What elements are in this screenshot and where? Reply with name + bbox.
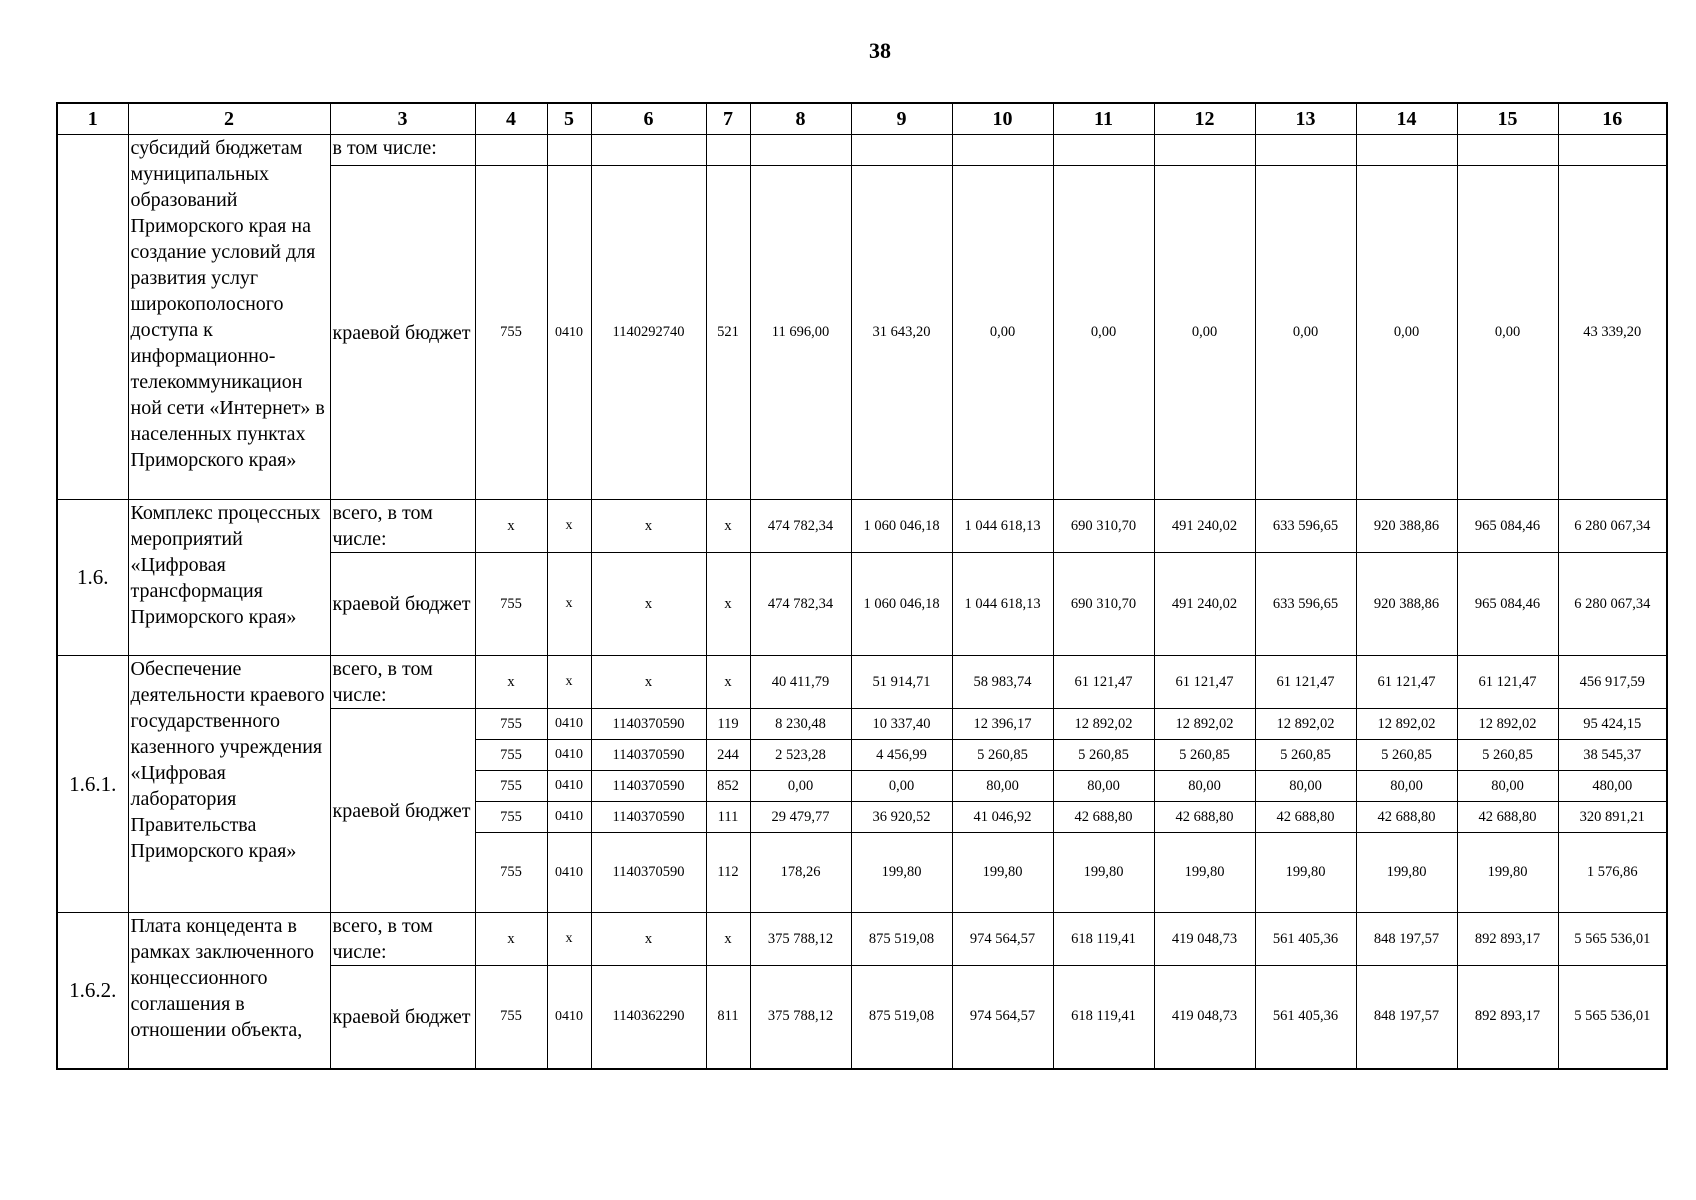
value-cell: 920 388,86 [1356,500,1457,553]
value-cell: 42 688,80 [1154,802,1255,833]
column-header-8: 8 [750,103,851,135]
measure-name: Комплекс процессных мероприятий «Цифровая трансформация Приморского края» [128,500,330,656]
value-cell: 199,80 [1053,833,1154,913]
value-cell: 61 121,47 [1255,656,1356,709]
value-cell: 0,00 [952,166,1053,500]
value-cell: 1140370590 [591,771,706,802]
column-header-11: 11 [1053,103,1154,135]
value-cell: 892 893,17 [1457,966,1558,1069]
value-cell: 199,80 [851,833,952,913]
value-cell: 5 260,85 [1053,740,1154,771]
value-cell: 31 643,20 [851,166,952,500]
value-cell: 199,80 [1356,833,1457,913]
value-cell: 474 782,34 [750,500,851,553]
value-cell: 875 519,08 [851,966,952,1069]
value-cell: 633 596,65 [1255,500,1356,553]
value-cell: 755 [475,833,547,913]
value-cell: 618 119,41 [1053,913,1154,966]
row-number: 1.6.1. [57,656,128,913]
value-cell: 755 [475,553,547,656]
value-cell: 80,00 [1255,771,1356,802]
value-cell: 0,00 [1356,166,1457,500]
value-cell: 755 [475,166,547,500]
value-cell: 755 [475,802,547,833]
value-cell: 848 197,57 [1356,913,1457,966]
value-cell: 633 596,65 [1255,553,1356,656]
value-cell: 199,80 [1154,833,1255,913]
value-cell: 965 084,46 [1457,553,1558,656]
column-header-14: 14 [1356,103,1457,135]
value-cell: 0410 [547,709,591,740]
value-cell: 755 [475,966,547,1069]
row-number: 1.6. [57,500,128,656]
funding-source: всего, в том числе: [330,656,475,709]
column-header-15: 15 [1457,103,1558,135]
value-cell: 199,80 [952,833,1053,913]
value-cell: 375 788,12 [750,913,851,966]
value-cell: 41 046,92 [952,802,1053,833]
value-cell: 95 424,15 [1558,709,1667,740]
value-cell: 12 892,02 [1154,709,1255,740]
value-cell: 112 [706,833,750,913]
value-cell: 80,00 [1356,771,1457,802]
column-header-2: 2 [128,103,330,135]
value-cell: 480,00 [1558,771,1667,802]
value-cell: 920 388,86 [1356,553,1457,656]
value-cell: 244 [706,740,750,771]
value-cell: 12 892,02 [1457,709,1558,740]
value-cell: 561 405,36 [1255,966,1356,1069]
value-cell: 0,00 [750,771,851,802]
value-cell: 1 044 618,13 [952,500,1053,553]
funding-source: в том числе: [330,135,475,166]
value-cell: 419 048,73 [1154,966,1255,1069]
column-header-6: 6 [591,103,706,135]
table-row [57,500,1667,553]
value-cell: 10 337,40 [851,709,952,740]
value-cell: 1 576,86 [1558,833,1667,913]
value-cell: 0,00 [1457,166,1558,500]
value-cell: 36 920,52 [851,802,952,833]
table-row [57,913,1667,966]
column-header-13: 13 [1255,103,1356,135]
value-cell: 5 260,85 [1457,740,1558,771]
value-cell: 0410 [547,966,591,1069]
funding-source: краевой бюджет [330,553,475,656]
value-cell: 199,80 [1457,833,1558,913]
value-cell: 12 892,02 [1255,709,1356,740]
value-cell: х [591,913,706,966]
value-cell: 491 240,02 [1154,553,1255,656]
value-cell: 80,00 [952,771,1053,802]
value-cell: х [591,500,706,553]
value-cell: 690 310,70 [1053,500,1154,553]
value-cell: х [547,913,591,966]
value-cell: 320 891,21 [1558,802,1667,833]
value-cell: 0410 [547,833,591,913]
value-cell: х [706,553,750,656]
value-cell: х [547,656,591,709]
table-row [57,135,1667,166]
value-cell: 42 688,80 [1356,802,1457,833]
value-cell: 29 479,77 [750,802,851,833]
value-cell: 4 456,99 [851,740,952,771]
value-cell: 561 405,36 [1255,913,1356,966]
value-cell: 119 [706,709,750,740]
value-cell: 0,00 [1255,166,1356,500]
value-cell: 178,26 [750,833,851,913]
funding-source: краевой бюджет [330,966,475,1069]
column-header-7: 7 [706,103,750,135]
column-header-12: 12 [1154,103,1255,135]
value-cell: 974 564,57 [952,913,1053,966]
measure-name: Плата концедента в рамках заключенного концессионного соглашения в отношении объекта, [128,913,330,1069]
value-cell: х [475,656,547,709]
column-header-9: 9 [851,103,952,135]
value-cell: х [475,913,547,966]
value-cell: 755 [475,771,547,802]
column-header-4: 4 [475,103,547,135]
value-cell: 6 280 067,34 [1558,553,1667,656]
value-cell: 848 197,57 [1356,966,1457,1069]
value-cell: х [547,553,591,656]
page-number: 38 [869,38,891,63]
value-cell: 1140370590 [591,802,706,833]
value-cell: 1140362290 [591,966,706,1069]
value-cell: 5 260,85 [1154,740,1255,771]
value-cell: 811 [706,966,750,1069]
value-cell: 61 121,47 [1356,656,1457,709]
value-cell: 0410 [547,771,591,802]
value-cell: 42 688,80 [1255,802,1356,833]
value-cell: х [547,500,591,553]
value-cell: х [706,500,750,553]
value-cell: 0,00 [851,771,952,802]
value-cell: 755 [475,740,547,771]
funding-source: краевой бюджет [330,709,475,913]
value-cell: х [591,656,706,709]
value-cell: 1 060 046,18 [851,500,952,553]
value-cell: 965 084,46 [1457,500,1558,553]
value-cell: 42 688,80 [1457,802,1558,833]
value-cell: 80,00 [1457,771,1558,802]
value-cell: х [706,913,750,966]
row-number: 1.6.2. [57,913,128,1069]
value-cell: 0410 [547,802,591,833]
value-cell: 38 545,37 [1558,740,1667,771]
value-cell: 42 688,80 [1053,802,1154,833]
row-number-cell [57,135,128,500]
value-cell: 755 [475,709,547,740]
value-cell: 5 260,85 [952,740,1053,771]
value-cell: 1140370590 [591,833,706,913]
value-cell: 456 917,59 [1558,656,1667,709]
value-cell: 61 121,47 [1154,656,1255,709]
value-cell: 12 892,02 [1356,709,1457,740]
value-cell: 1 060 046,18 [851,553,952,656]
funding-source: краевой бюджет [330,166,475,500]
value-cell: 892 893,17 [1457,913,1558,966]
header-row [57,103,1667,135]
value-cell: 1 044 618,13 [952,553,1053,656]
measure-name: Обеспечение деятельности краевого государственного казенного учреждения «Цифровая лаборатория Правительства Приморского края» [128,656,330,913]
value-cell: 5 260,85 [1255,740,1356,771]
value-cell: 690 310,70 [1053,553,1154,656]
budget-table [56,102,1668,1070]
value-cell: 0,00 [1154,166,1255,500]
value-cell: х [706,656,750,709]
value-cell: 474 782,34 [750,553,851,656]
value-cell: 1140370590 [591,709,706,740]
column-header-16: 16 [1558,103,1667,135]
value-cell: 80,00 [1154,771,1255,802]
value-cell: 2 523,28 [750,740,851,771]
value-cell: 58 983,74 [952,656,1053,709]
value-cell: 61 121,47 [1457,656,1558,709]
value-cell: 974 564,57 [952,966,1053,1069]
value-cell: 5 565 536,01 [1558,913,1667,966]
value-cell: 618 119,41 [1053,966,1154,1069]
value-cell: 12 892,02 [1053,709,1154,740]
value-cell: 80,00 [1053,771,1154,802]
value-cell: 6 280 067,34 [1558,500,1667,553]
value-cell: 111 [706,802,750,833]
funding-source: всего, в том числе: [330,500,475,553]
value-cell: 51 914,71 [851,656,952,709]
value-cell: 5 260,85 [1356,740,1457,771]
value-cell: 11 696,00 [750,166,851,500]
value-cell: 43 339,20 [1558,166,1667,500]
value-cell: 375 788,12 [750,966,851,1069]
value-cell: 199,80 [1255,833,1356,913]
value-cell: 5 565 536,01 [1558,966,1667,1069]
column-header-5: 5 [547,103,591,135]
value-cell: 852 [706,771,750,802]
measure-name: субсидий бюджетам муниципальных образований Приморского края на создание условий для развития услуг широкополосного доступа к информационно-телекоммуникацион ной сети «Интернет» в населенных пунктах Приморского края» [128,135,330,500]
value-cell: 0410 [547,166,591,500]
value-cell: 875 519,08 [851,913,952,966]
table-row [57,656,1667,709]
value-cell: х [591,553,706,656]
funding-source: всего, в том числе: [330,913,475,966]
value-cell: 491 240,02 [1154,500,1255,553]
value-cell: 0410 [547,740,591,771]
column-header-10: 10 [952,103,1053,135]
value-cell: 61 121,47 [1053,656,1154,709]
value-cell: 419 048,73 [1154,913,1255,966]
value-cell: 521 [706,166,750,500]
column-header-3: 3 [330,103,475,135]
column-header-1: 1 [57,103,128,135]
value-cell: 1140292740 [591,166,706,500]
value-cell: 12 396,17 [952,709,1053,740]
value-cell: 1140370590 [591,740,706,771]
value-cell: 0,00 [1053,166,1154,500]
value-cell: 40 411,79 [750,656,851,709]
value-cell: 8 230,48 [750,709,851,740]
value-cell: х [475,500,547,553]
